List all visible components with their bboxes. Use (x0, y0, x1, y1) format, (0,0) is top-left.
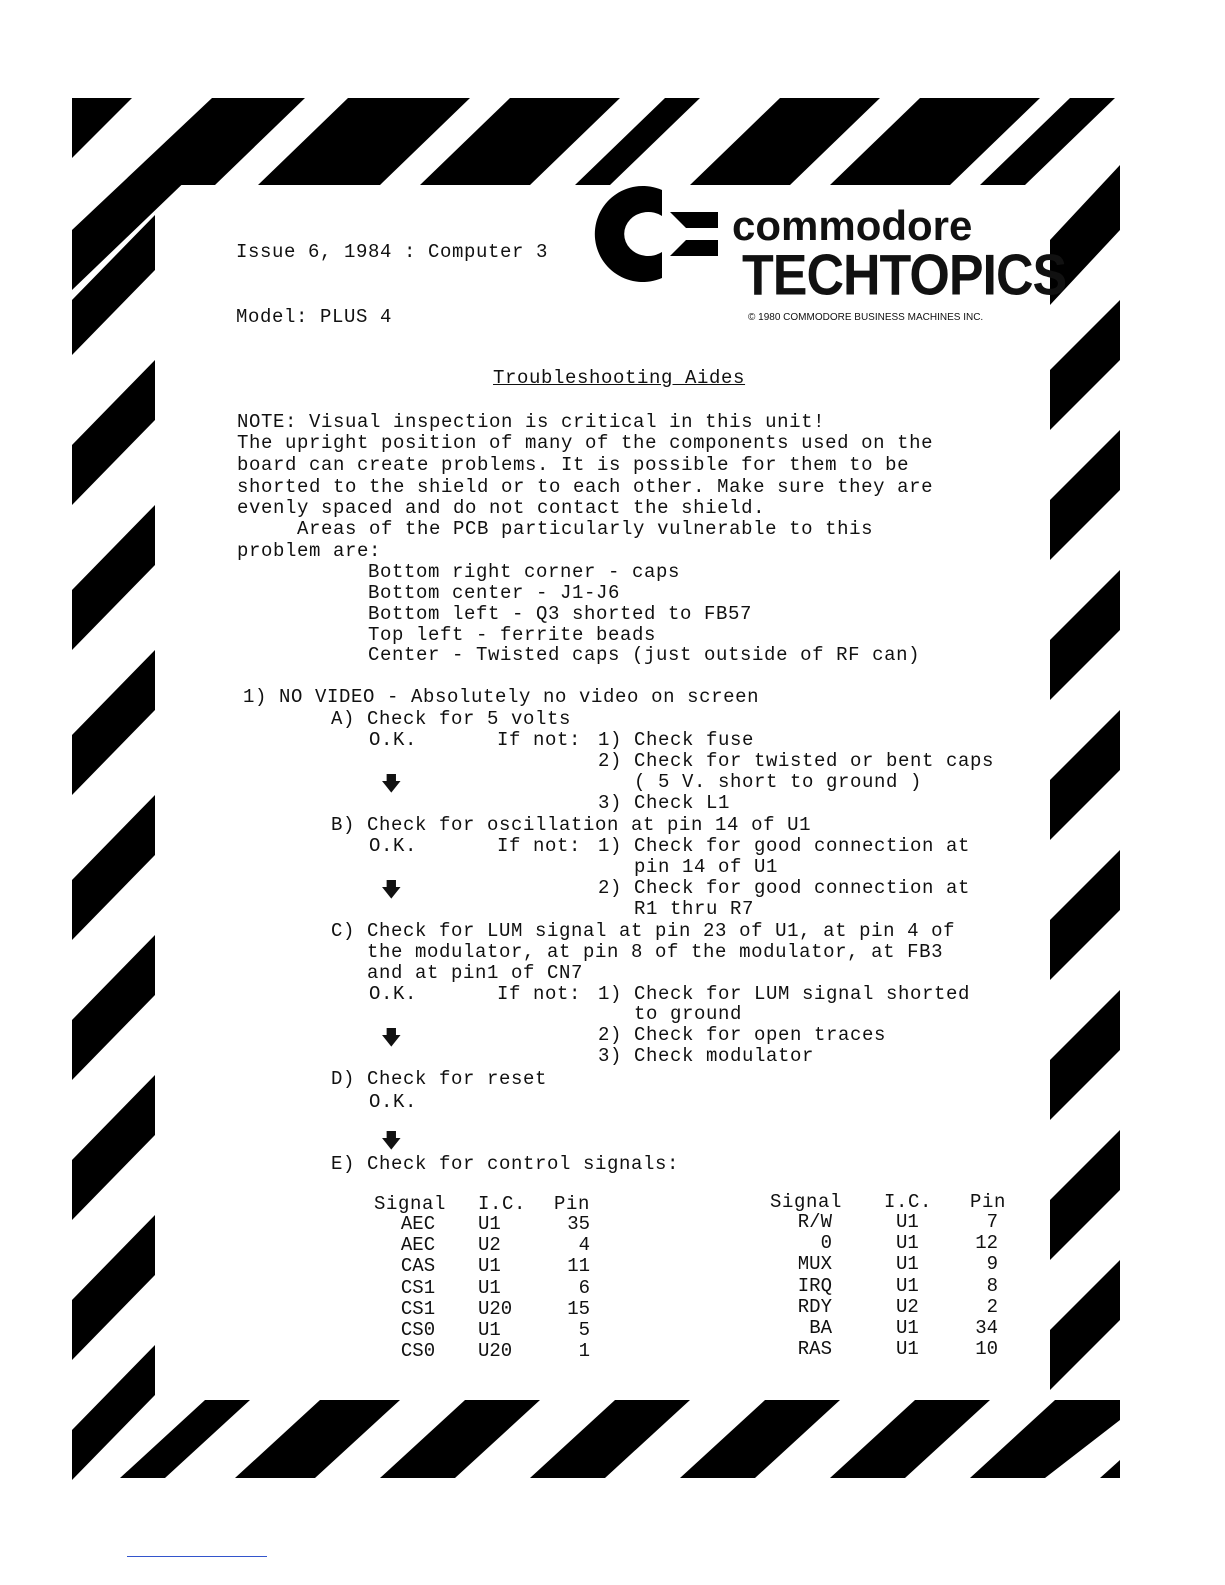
step-b-item: 2) Check for good connection at (598, 877, 971, 899)
cell-pin: 12 (975, 1232, 998, 1255)
area-item: Bottom center - J1-J6 (368, 582, 621, 604)
step-b-item: R1 thru R7 (598, 898, 755, 920)
note-line: NOTE: Visual inspection is critical in this unit! (237, 411, 826, 433)
cell-ic: U20 (478, 1297, 513, 1320)
cell-signal: CS1 (400, 1276, 436, 1299)
step-a-item: 3) Check L1 (598, 792, 731, 814)
step-d-title: D) Check for reset (331, 1068, 548, 1090)
note-line: evenly spaced and do not contact the shield. (237, 497, 766, 519)
step-c-line: and at pin1 of CN7 (331, 962, 584, 984)
cell-signal: CS1 (400, 1297, 436, 1320)
cell-pin: 4 (578, 1234, 590, 1257)
note-line: Areas of the PCB particularly vulnerable to this (237, 518, 874, 540)
cell-signal: AEC (400, 1234, 436, 1257)
cell-pin: 11 (567, 1255, 590, 1278)
note-line: board can create problems. It is possible for them to be (237, 454, 910, 476)
copyright-line: © 1980 COMMODORE BUSINESS MACHINES INC. (748, 312, 984, 323)
step-a-ok: O.K. (369, 729, 418, 751)
cell-signal: R/W (797, 1211, 832, 1233)
cell-pin: 2 (986, 1295, 998, 1318)
step-b-title: B) Check for oscillation at pin 14 of U1 (331, 814, 812, 836)
issue-line: Issue 6, 1984 : Computer 3 (236, 241, 549, 263)
down-arrow-icon: 🡇 (381, 771, 402, 795)
bottom-stripes (120, 1400, 1120, 1478)
step-a-item: 2) Check for twisted or bent caps (598, 750, 995, 772)
footer-rule (127, 1556, 267, 1557)
note-line: The upright position of many of the components used on the (237, 432, 934, 454)
down-arrow-icon: 🡇 (381, 1128, 402, 1152)
table-header-signal: Signal (374, 1193, 447, 1215)
cell-signal: BA (809, 1317, 832, 1339)
left-stripes (72, 215, 155, 1480)
table-header-pin: Pin (970, 1191, 1007, 1213)
cell-ic: U1 (896, 1274, 919, 1297)
step-d-ok: O.K. (369, 1091, 418, 1113)
area-item: Center - Twisted caps (just outside of RF can) (368, 644, 921, 666)
down-arrow-icon: 🡇 (381, 877, 402, 901)
step-c-item: to ground (598, 1003, 743, 1025)
step-b-item: 1) Check for good connection at (598, 835, 971, 857)
step-a-ifnot: If not: (497, 729, 582, 751)
cell-pin: 7 (986, 1211, 998, 1233)
note-line: problem are: (237, 540, 382, 562)
cell-pin: 15 (567, 1297, 590, 1320)
page-title: Troubleshooting Aides (493, 367, 746, 389)
cell-ic: U2 (896, 1295, 919, 1318)
cell-signal: CS0 (400, 1340, 436, 1363)
step-a-item: 1) Check fuse (598, 729, 755, 751)
step-b-ok: O.K. (369, 835, 418, 857)
area-item: Bottom right corner - caps (368, 561, 681, 583)
cell-pin: 10 (975, 1338, 998, 1361)
cell-pin: 9 (986, 1253, 998, 1276)
table-header-ic: I.C. (884, 1191, 933, 1213)
down-arrow-icon: 🡇 (381, 1025, 402, 1049)
area-item: Top left - ferrite beads (368, 624, 657, 646)
step-b-ifnot: If not: (497, 835, 582, 857)
step-c-ifnot: If not: (497, 983, 582, 1005)
step-a-item: ( 5 V. short to ground ) (598, 771, 923, 793)
cell-ic: U1 (896, 1317, 919, 1339)
brand-name: commodore (732, 202, 973, 249)
cell-pin: 8 (986, 1274, 998, 1297)
cell-signal: CAS (400, 1255, 436, 1278)
cell-ic: U1 (478, 1255, 501, 1278)
cell-ic: U1 (896, 1253, 919, 1276)
cell-pin: 35 (567, 1213, 590, 1235)
table-header-ic: I.C. (478, 1193, 527, 1215)
step-e-title: E) Check for control signals: (331, 1153, 680, 1175)
cell-ic: U1 (896, 1211, 919, 1233)
cell-ic: U1 (896, 1338, 919, 1361)
cell-ic: U2 (478, 1234, 501, 1257)
table-header-signal: Signal (770, 1191, 843, 1213)
cell-signal: RDY (797, 1295, 832, 1318)
cell-pin: 34 (975, 1317, 998, 1339)
cell-ic: U1 (478, 1213, 501, 1235)
cell-pin: 1 (578, 1340, 590, 1363)
note-line: shorted to the shield or to each other. Make sure they are (237, 476, 934, 498)
cell-ic: U1 (896, 1232, 919, 1255)
commodore-logo-icon (595, 186, 718, 282)
cell-signal: MUX (797, 1253, 832, 1276)
techtopics-title: TECHTOPICS (742, 244, 1067, 308)
section-heading: 1) NO VIDEO - Absolutely no video on screen (243, 686, 760, 708)
step-c-item: 1) Check for LUM signal shorted (598, 983, 971, 1005)
table-header-pin: Pin (554, 1193, 591, 1215)
area-item: Bottom left - Q3 shorted to FB57 (368, 603, 753, 625)
cell-ic: U1 (478, 1319, 501, 1341)
cell-signal: CS0 (400, 1319, 436, 1341)
step-c-line: the modulator, at pin 8 of the modulator, at FB3 (331, 941, 944, 963)
step-c-item: 2) Check for open traces (598, 1024, 887, 1046)
step-c-line: C) Check for LUM signal at pin 23 of U1, at pin 4 of (331, 920, 956, 942)
cell-signal: RAS (797, 1338, 832, 1361)
cell-signal: 0 (820, 1232, 832, 1255)
step-c-ok: O.K. (369, 983, 418, 1005)
model-line: Model: PLUS 4 (236, 306, 393, 328)
right-stripes (1050, 165, 1120, 1390)
step-c-item: 3) Check modulator (598, 1045, 815, 1067)
cell-ic: U1 (478, 1276, 501, 1299)
cell-signal: IRQ (797, 1274, 832, 1297)
cell-pin: 5 (578, 1319, 590, 1341)
cell-signal: AEC (400, 1213, 436, 1235)
cell-pin: 6 (578, 1276, 590, 1299)
step-a-title: A) Check for 5 volts (331, 708, 572, 730)
step-b-item: pin 14 of U1 (598, 856, 779, 878)
cell-ic: U20 (478, 1340, 513, 1363)
